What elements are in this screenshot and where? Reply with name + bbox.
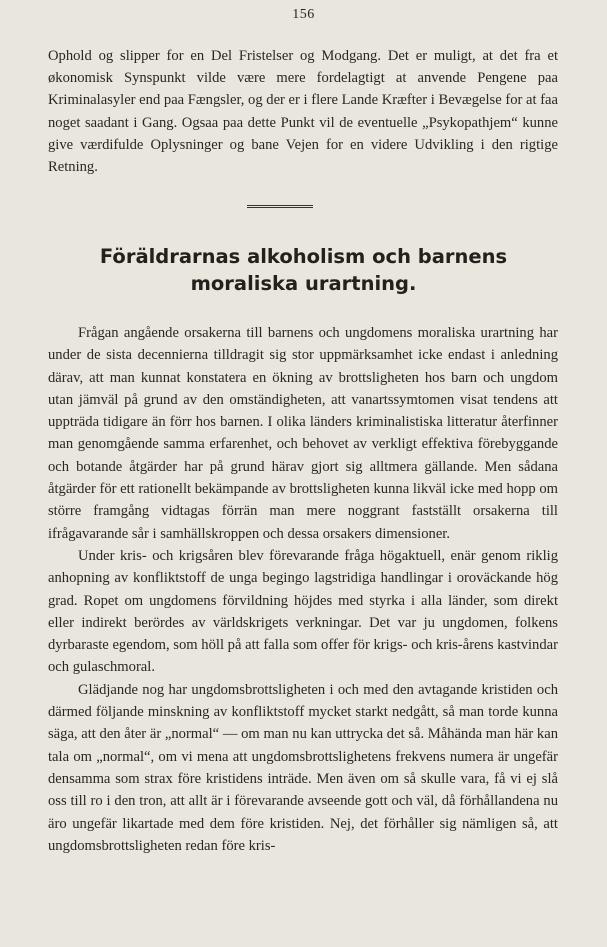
- section-divider: [247, 205, 313, 206]
- article-body: [48, 322, 558, 857]
- article-title-line-2: moraliska urartning.: [190, 272, 417, 295]
- article-paragraph: Under kris- och krigsåren blev förevarande fråga högaktuell, enär genom riklig anhopning av konfliktstoff de unga begingo lagstridiga handlingar i oroväckande hög grad. Ropet om ungdomens förvildning höjdes med styrka i alla länder, som direkt eller indirekt berördes av världskrigets verkningar. Det var ju ungdomen, folkens dyrbaraste egendom, som höll på att falla som offer för krigs- och kris-årens kastvindar och gulaschmoral.: [48, 547, 558, 676]
- article-title: [40, 243, 567, 297]
- article-paragraph: Frågan angående orsakerna till barnens och ungdomens moraliska urartning har under de sista decennierna tilldragit sig stor uppmärksamhet icke endast i anledning därav, att man kunnat konstatera en ökning av brottsligheten hos barn och ungdom utan jämväl på grund av den omständigheten, att vanartssymtomen visat tendens att uppträda tidigare än förr hos barnen. I olika länders kriminalistiska litteratur återfinner man genomgående samma erfarenhet, och behovet av verkligt effektiva förebyggande och botande åtgärder har på grund härav gjort sig alltmera gällande. Men sådana åtgärder för ett rationellt bekämpande av brottsligheten kunna likväl icke med hopp om större framgång vidtagas förrän man mere noggrant fastställt orsakerna till ifrågavarande sår i samhällskroppen och dessa orsakers dimensioner.: [48, 325, 558, 542]
- previous-section-paragraph: Ophold og slipper for en Del Fristelser og Modgang. Det er muligt, at det fra et økonomisk Synspunkt vilde være mere fordelagtigt at anvende Pengene paa Kriminalasyler end paa Fængsler, og der er i flere Lande Kræfter i Bevægelse for at faa noget saadant i Gang. Ogsaa paa dette Punkt vil de eventuelle „Psykopathjem“ kunne give værdifulde Oplysninger og bane Vejen for en videre Udvikling i den rigtige Retning.: [48, 48, 559, 176]
- page-number: 156: [292, 7, 315, 22]
- article-paragraph: Glädjande nog har ungdomsbrottsligheten i och med den avtagande kristiden och därmed följande minskning av konfliktstoff mycket starkt nedgått, så man torde kunna säga, att den åter är „normal“ — om man nu kan uttrycka det så. Måhända man här kan tala om „normal“, om vi mena att ungdomsbrottslighetens frekvens numera är ungefär densamma som strax före kristidens inträde. Men även om så skulle vara, få vi ej slå oss till ro i den tron, att allt är i förevarande avseende gott och väl, då förhållandena nu äro ungefär likartade med dem före kristiden. Nej, det förhåller sig nämligen så, att ungdomsbrottsligheten redan före kris-: [48, 681, 558, 854]
- article-title-line-1: Föräldrarnas alkoholism och barnens: [99, 245, 508, 268]
